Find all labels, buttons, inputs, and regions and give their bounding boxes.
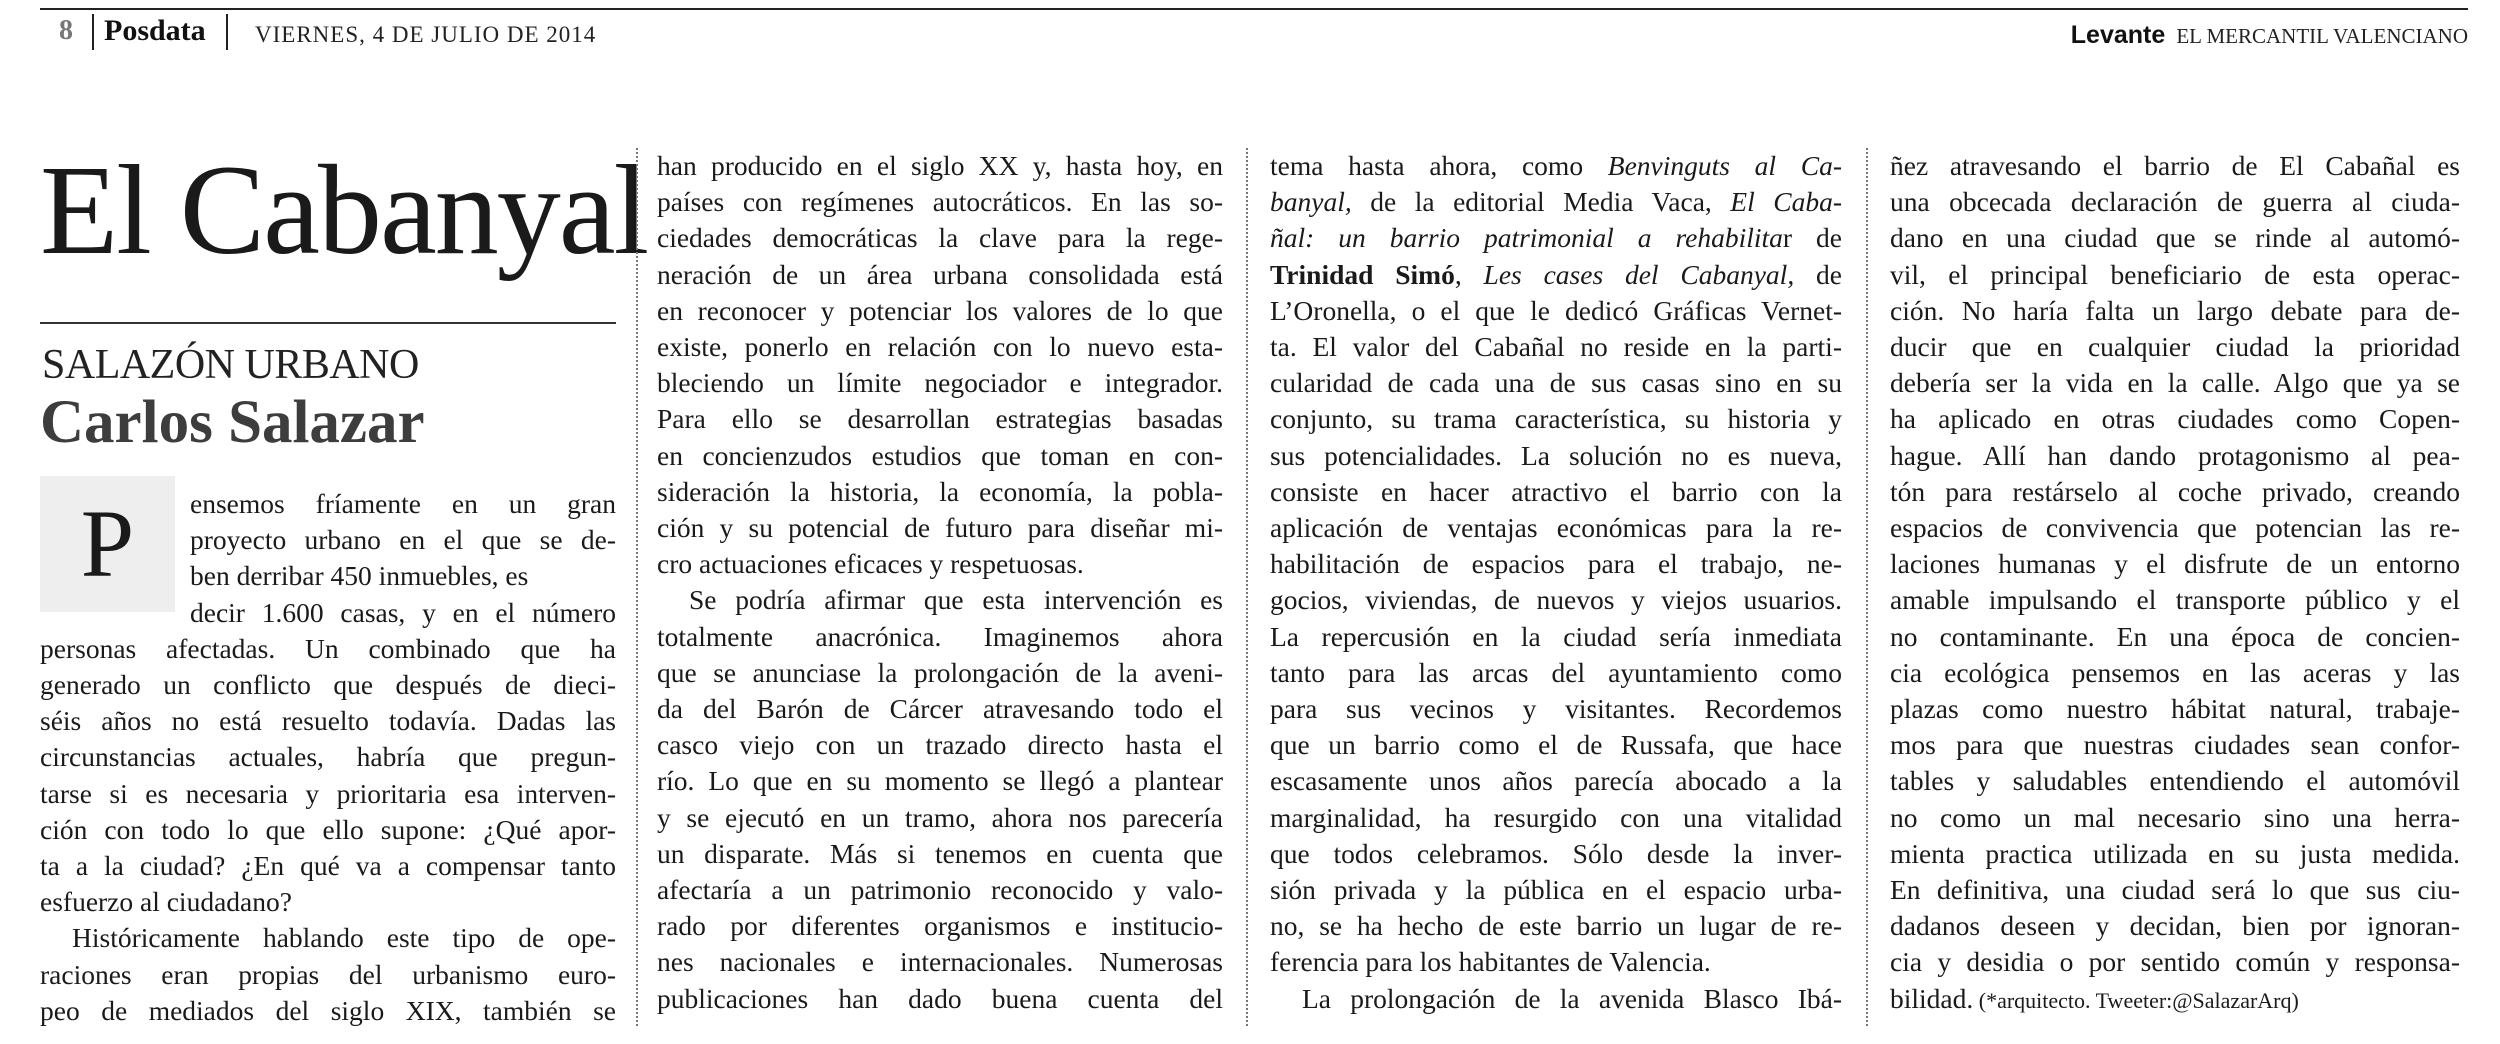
text-line: río. Lo que en su momento se llegó a plantear	[657, 765, 1223, 796]
text-line: para sus vecinos y visitantes. Recordemos	[1270, 693, 1842, 724]
text-line: conjunto, su trama característica, su historia y	[1270, 403, 1842, 434]
text-line: sus potencialidades. La solución no es nueva,	[1270, 440, 1842, 471]
column-divider	[1866, 148, 1868, 1026]
text-line: ta. El valor del Cabañal no reside en la parti-	[1270, 331, 1842, 362]
text-line: Para ello se desarrollan estrategias basadas	[657, 403, 1223, 434]
text-line: ha aplicado en otras ciudades como Copen-	[1890, 403, 2460, 434]
text-line: peo de mediados del siglo XIX, también se	[40, 995, 616, 1026]
issue-date: VIERNES, 4 DE JULIO DE 2014	[255, 22, 597, 47]
text-line: aplicación de ventajas económicas para la re-	[1270, 512, 1842, 543]
text-line: laciones humanas y el disfrute de un entorno	[1890, 548, 2460, 579]
text-line: cularidad de cada una de sus casas sino en su	[1270, 367, 1842, 398]
text-line: un disparate. Más si tenemos en cuenta que	[657, 838, 1223, 869]
text-line: decir 1.600 casas, y en el número	[190, 597, 616, 628]
text-line: debería ser la vida en la calle. Algo que ya se	[1890, 367, 2460, 398]
author-signature: (*arquitecto. Tweeter:@SalazarArq)	[1973, 988, 2299, 1013]
text-line: no, se ha hecho de este barrio un lugar de re-	[1270, 910, 1842, 941]
page-header	[40, 8, 2468, 52]
text-line: tón para restárselo al coche privado, creando	[1890, 476, 2460, 507]
text-line: circunstancias actuales, habría que pregun-	[40, 741, 616, 772]
text-line: sideración la historia, la economía, la pobla-	[657, 476, 1223, 507]
text-line: países con regímenes autocráticos. En las so-	[657, 186, 1223, 217]
masthead-paper-name: EL MERCANTIL VALENCIANO	[2176, 24, 2468, 48]
text-line: raciones eran propias del urbanismo euro-	[40, 959, 616, 990]
text-line: En definitiva, una ciudad será lo que sus ciu-	[1890, 874, 2460, 905]
text-line: La prolongación de la avenida Blasco Ibá-	[1302, 983, 1842, 1014]
text-line: publicaciones han dado buena cuenta del	[657, 983, 1223, 1014]
headline: El Cabanyal	[40, 139, 648, 281]
text-line: existe, ponerlo en relación con lo nuevo esta-	[657, 331, 1223, 362]
text-line: espacios de convivencia que potencian las re-	[1890, 512, 2460, 543]
text-line: gocios, viviendas, de nuevos y viejos usuarios.	[1270, 584, 1842, 615]
text-line: no contaminante. En una época de concien-	[1890, 621, 2460, 652]
text-line: personas afectadas. Un combinado que ha	[40, 633, 616, 664]
text-line: dadanos deseen y decidan, bien por ignoran-	[1890, 910, 2460, 941]
text-line: y se ejecutó en un tramo, ahora nos parecería	[657, 802, 1223, 833]
text-line: tarse si es necesaria y prioritaria esa interven-	[40, 778, 616, 809]
text-line: mienta practica utilizada en su justa medida.	[1890, 838, 2460, 869]
masthead	[2071, 20, 2468, 53]
text-line: en reconocer y potenciar los valores de lo que	[657, 295, 1223, 326]
text-line: ben derribar 450 inmuebles, es	[190, 560, 529, 591]
text-line: ferencia para los habitantes de Valencia.	[1270, 946, 1711, 977]
text-line: neración de un área urbana consolidada está	[657, 259, 1223, 290]
text-line: sión privada y la pública en el espacio urba-	[1270, 874, 1842, 905]
text-line: ñez atravesando el barrio de El Cabañal es	[1890, 150, 2460, 181]
text-line: ciedades democráticas la clave para la rege-	[657, 222, 1223, 253]
page-number: 8	[40, 14, 94, 50]
text-line: marginalidad, ha resurgido con una vitalidad	[1270, 802, 1842, 833]
text-line: ta a la ciudad? ¿En qué va a compensar tanto	[40, 850, 616, 881]
text-line: no como un mal necesario sino una herra-	[1890, 802, 2460, 833]
text-line: afectaría a un patrimonio reconocido y valo-	[657, 874, 1223, 905]
column-kicker: SALAZÓN URBANO	[42, 342, 419, 388]
text-line: amable impulsando el transporte público y el	[1890, 584, 2460, 615]
text-line: que todos celebramos. Sólo desde la inver-	[1270, 838, 1842, 869]
text-line: Históricamente hablando este tipo de ope-	[72, 922, 616, 953]
text-line: bleciendo un límite negociador e integrador.	[657, 367, 1223, 398]
text-line: han producido en el siglo XX y, hasta hoy, en	[657, 150, 1223, 181]
text-line: bilidad. (*arquitecto. Tweeter:@SalazarArq)	[1890, 983, 2299, 1014]
text-line: totalmente anacrónica. Imaginemos ahora	[657, 621, 1223, 652]
text-line: esfuerzo al ciudadano?	[40, 886, 292, 917]
text-line: Trinidad Simó, Les cases del Cabanyal, de	[1270, 259, 1842, 290]
text-line: ción y su potencial de futuro para diseñar mi-	[657, 512, 1223, 543]
text-line: una obcecada declaración de guerra al ciuda-	[1890, 186, 2460, 217]
text-line: ción. No haría falta un largo debate para de-	[1890, 295, 2460, 326]
text-line: escasamente unos años parecía abocado a la	[1270, 765, 1842, 796]
text-line: casco viejo con un trazado directo hasta el	[657, 729, 1223, 760]
text-line: ensemos fríamente en un gran	[190, 488, 616, 519]
text-line: da del Barón de Cárcer atravesando todo el	[657, 693, 1223, 724]
text-line: rado por diferentes organismos e institucio-	[657, 910, 1223, 941]
text-line: vil, el principal beneficiario de esta operac-	[1890, 259, 2460, 290]
text-line: ción con todo lo que ello supone: ¿Qué apor-	[40, 814, 616, 845]
drop-cap: P	[40, 476, 175, 612]
text-line: que se anunciase la prolongación de la aveni-	[657, 657, 1223, 688]
text-line: tanto para las arcas del ayuntamiento como	[1270, 657, 1842, 688]
text-line: generado un conflicto que después de dieci-	[40, 669, 616, 700]
text-line: cia y desidia o por sentido común y responsa-	[1890, 946, 2460, 977]
text-line: La repercusión en la ciudad sería inmediata	[1270, 621, 1842, 652]
text-line: séis años no está resuelto todavía. Dadas las	[40, 705, 616, 736]
text-line: mos para que nuestras ciudades sean confor-	[1890, 729, 2460, 760]
text-line: tables y saludables entendiendo el automóvil	[1890, 765, 2460, 796]
text-line: banyal, de la editorial Media Vaca, El Caba-	[1270, 186, 1842, 217]
text-line: tema hasta ahora, como Benvinguts al Ca-	[1270, 150, 1842, 181]
masthead-brand: Levante	[2070, 21, 2166, 49]
text-line: L’Oronella, o el que le dedicó Gráficas Vernet-	[1270, 295, 1842, 326]
headline-rule	[40, 322, 616, 324]
text-line: habilitación de espacios para el trabajo, ne-	[1270, 548, 1842, 579]
text-line: hague. Allí han dando protagonismo al pea-	[1890, 440, 2460, 471]
text-line: plazas como nuestro hábitat natural, trabaje-	[1890, 693, 2460, 724]
text-line: que un barrio como el de Russafa, que hace	[1270, 729, 1842, 760]
column-divider	[1246, 148, 1248, 1026]
text-line: cia ecológica pensemos en las aceras y las	[1890, 657, 2460, 688]
text-line: consiste en hacer atractivo el barrio con la	[1270, 476, 1842, 507]
text-line: Se podría afirmar que esta intervención es	[689, 584, 1223, 615]
section-name: Posdata	[104, 14, 228, 50]
text-line: cro actuaciones eficaces y respetuosas.	[657, 548, 1084, 579]
text-line: nes nacionales e internacionales. Numerosas	[657, 946, 1223, 977]
text-line: proyecto urbano en el que se de-	[190, 524, 616, 555]
author-byline: Carlos Salazar	[40, 389, 425, 456]
text-line: ñal: un barrio patrimonial a rehabilitar de	[1270, 222, 1842, 253]
text-line: en concienzudos estudios que toman en con-	[657, 440, 1223, 471]
text-line: ducir que en cualquier ciudad la prioridad	[1890, 331, 2460, 362]
column-divider	[636, 148, 638, 1026]
text-line: dano en una ciudad que se rinde al automó-	[1890, 222, 2460, 253]
